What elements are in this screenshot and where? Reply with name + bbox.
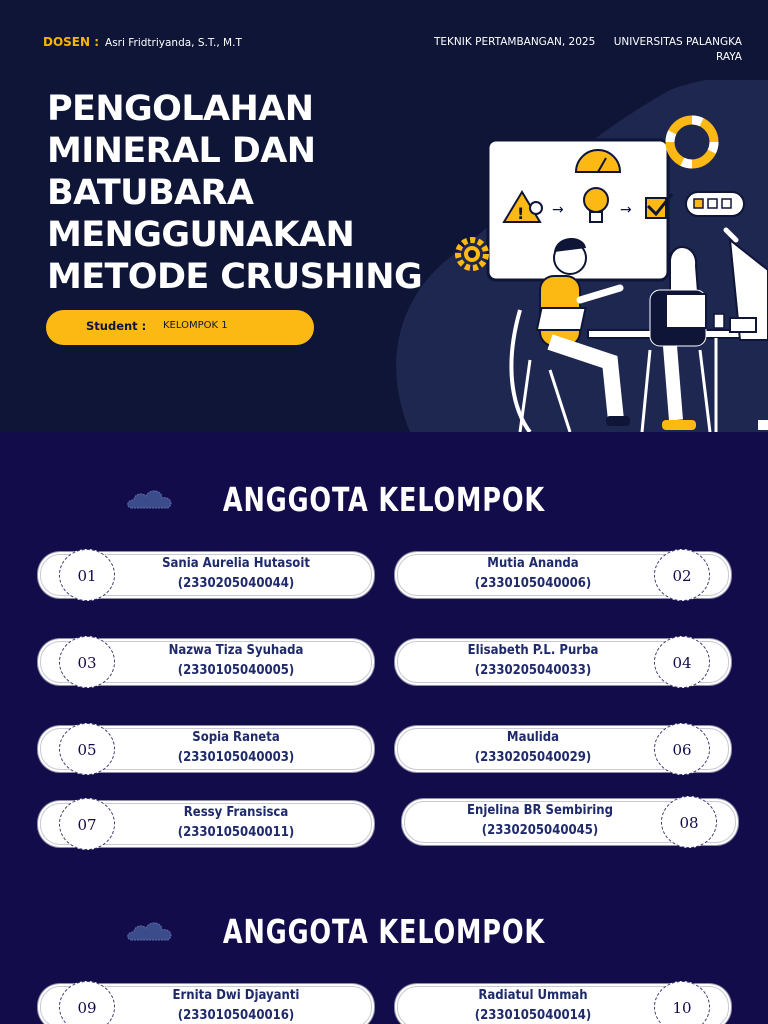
- member-card: [404, 801, 736, 843]
- member-card: [40, 728, 372, 770]
- member-card: [40, 986, 372, 1024]
- member-number: 03: [59, 636, 115, 688]
- member-number: 02: [654, 549, 710, 601]
- presentation-title: PENGOLAHAN MINERAL DAN BATUBARA MENGGUNAKAN METODE CRUSHING: [47, 89, 423, 297]
- member-id: (2330105040005): [177, 663, 295, 678]
- member-name: Nazwa Tiza Syuhada: [168, 643, 304, 658]
- member-name: Elisabeth P.L. Purba: [467, 643, 599, 658]
- member-name: Radiatul Ummah: [478, 988, 588, 1003]
- member-number: 05: [59, 723, 115, 775]
- member-id: (2330205040033): [474, 663, 592, 678]
- member-card: [397, 986, 729, 1024]
- member-name: Maulida: [506, 730, 560, 745]
- member-name: Sania Aurelia Hutasoit: [162, 556, 310, 571]
- lecturer-label: DOSEN :: [43, 35, 100, 49]
- member-id: (2330205040045): [481, 823, 599, 838]
- member-id: (2330205040029): [474, 750, 592, 765]
- student-label: Student :: [86, 319, 147, 333]
- member-name: Mutia Ananda: [487, 556, 579, 571]
- member-id: (2330105040014): [474, 1008, 592, 1023]
- svg-text:!: !: [517, 204, 525, 223]
- member-name: Enjelina BR Sembiring: [467, 803, 613, 818]
- member-id: (2330105040003): [177, 750, 295, 765]
- section-title-2: ANGGOTA KELOMPOK: [222, 912, 546, 951]
- member-id: (2330105040006): [474, 576, 592, 591]
- cover-slide: [0, 0, 768, 432]
- lecturer-name: Asri Fridtriyanda, S.T., M.T: [105, 37, 242, 49]
- member-name: Sopia Raneta: [192, 730, 280, 745]
- member-id: (2330205040044): [177, 576, 295, 591]
- member-card: [397, 554, 729, 596]
- member-number: 09: [59, 981, 115, 1024]
- member-card: [40, 554, 372, 596]
- member-number: 07: [59, 798, 115, 850]
- member-card: [397, 728, 729, 770]
- lecturer-info: [43, 35, 242, 51]
- members-slide: [0, 432, 768, 1024]
- arrow-right-icon: →: [620, 202, 632, 218]
- member-number: 01: [59, 549, 115, 601]
- study-program: TEKNIK PERTAMBANGAN, 2025: [434, 36, 596, 48]
- team-meeting-illustration: [380, 80, 768, 432]
- member-id: (2330105040011): [177, 825, 295, 840]
- member-card: [397, 641, 729, 683]
- member-name: Ressy Fransisca: [183, 805, 289, 820]
- member-card: [40, 641, 372, 683]
- member-number: 04: [654, 636, 710, 688]
- university-name: UNIVERSITAS PALANGKA RAYA: [613, 36, 742, 63]
- student-group: KELOMPOK 1: [163, 320, 228, 331]
- member-number: 08: [661, 796, 717, 848]
- student-badge: [46, 310, 314, 345]
- arrow-right-icon: →: [552, 202, 564, 218]
- member-card: [40, 803, 372, 845]
- member-id: (2330105040016): [177, 1008, 295, 1023]
- cup: [714, 314, 724, 328]
- section-title: ANGGOTA KELOMPOK: [222, 480, 546, 519]
- member-number: 06: [654, 723, 710, 775]
- chat-bubble-icon: [686, 192, 744, 216]
- member-number: 10: [654, 981, 710, 1024]
- member-name: Ernita Dwi Djayanti: [172, 988, 300, 1003]
